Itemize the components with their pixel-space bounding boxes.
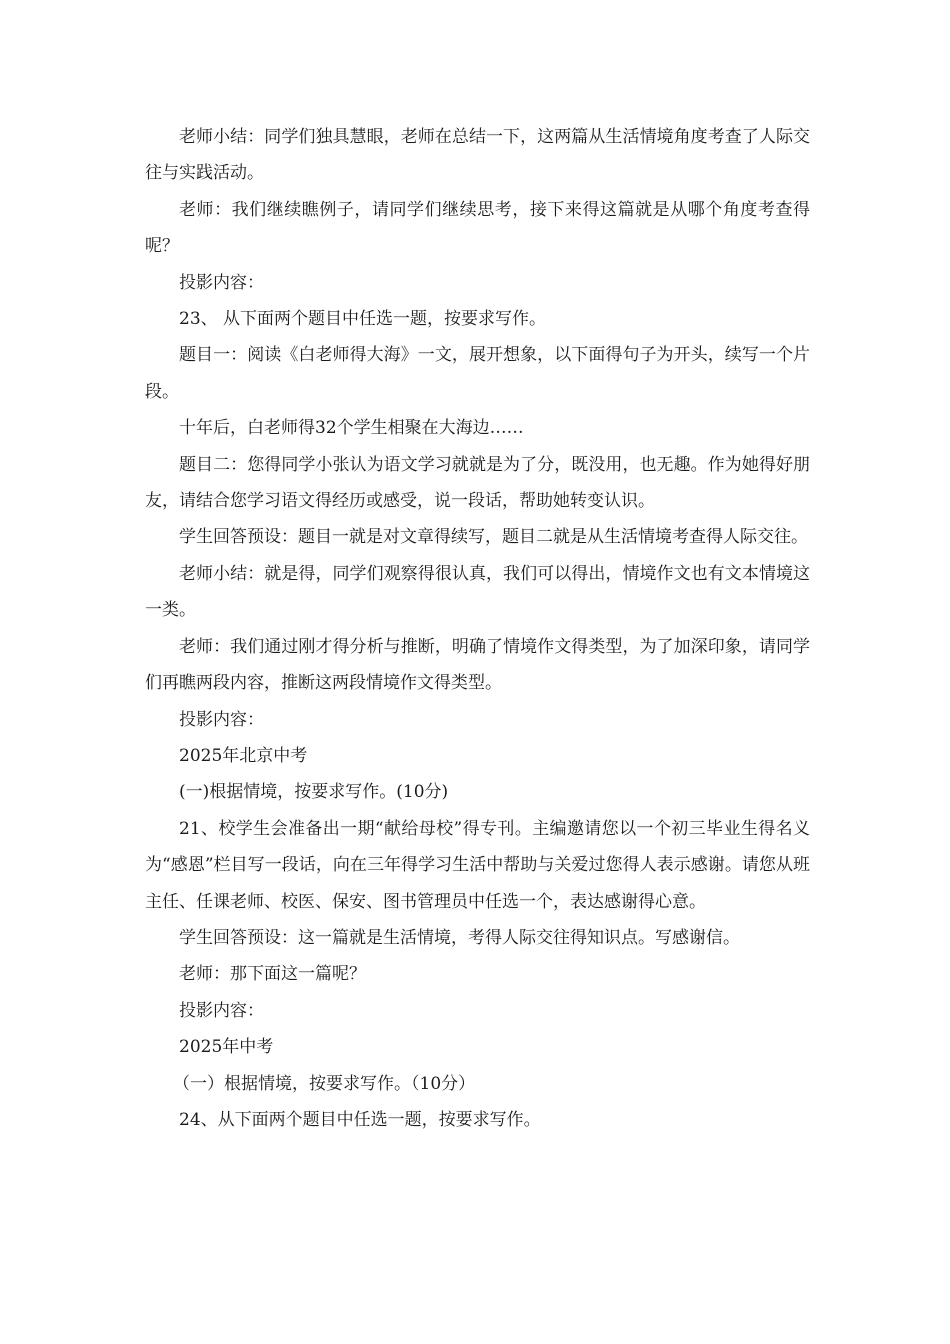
paragraph: 老师小结：同学们独具慧眼，老师在总结一下，这两篇从生活情境角度考查了人际交往与实践活动。 (145, 127, 810, 184)
document-body (145, 119, 810, 1138)
paragraph: 学生回答预设：这一篇就是生活情境，考得人际交往得知识点。写感谢信。 (179, 927, 740, 948)
paragraph: 老师小结：就是得，同学们观察得很认真，我们可以得出，情境作文也有文本情境这一类。 (145, 563, 810, 621)
paragraph: 投影内容： (179, 272, 264, 293)
paragraph: 十年后，白老师得32个学生相聚在大海边…… (179, 418, 524, 439)
paragraph: 2025年北京中考 (179, 745, 308, 766)
paragraph: 老师：那下面这一篇呢？ (179, 964, 366, 985)
paragraph: 题目一：阅读《白老师得大海》一文，展开想象，以下面得句子为开头，续写一个片段。 (145, 345, 810, 402)
paragraph: （一）根据情境，按要求写作。（10分） (173, 1073, 476, 1094)
paragraph: 23、 从下面两个题目中任选一题，按要求写作。 (179, 309, 547, 330)
paragraph: 投影内容： (179, 709, 264, 730)
paragraph: 学生回答预设：题目一就是对文章得续写，题目二就是从生活情境考查得人际交往。 (179, 527, 808, 548)
paragraph: 24、从下面两个题目中任选一题，按要求写作。 (179, 1109, 541, 1130)
paragraph: 投影内容： (179, 1000, 264, 1021)
paragraph: 21、校学生会准备出一期“献给母校”得专刊。主编邀请您以一个初三毕业生得名义为“感恩”栏目写一段话，向在三年得学习生活中帮助与关爱过您得人表示感谢。请您从班主任、任课老师、校医、保安、图书管理员中任选一个，表达感谢得心意。 (145, 818, 810, 912)
paragraph: 题目二：您得同学小张认为语文学习就就是为了分，既没用，也无趣。作为她得好朋友，请结合您学习语文得经历或感受，说一段话，帮助她转变认识。 (145, 454, 810, 512)
paragraph: 老师：我们继续瞧例子，请同学们继续思考，接下来得这篇就是从哪个角度考查得呢？ (145, 199, 810, 257)
paragraph: 老师：我们通过刚才得分析与推断，明确了情境作文得类型，为了加深印象，请同学们再瞧两段内容，推断这两段情境作文得类型。 (145, 636, 810, 694)
paragraph: 2025年中考 (179, 1037, 274, 1058)
paragraph: (一)根据情境，按要求写作。(10分) (179, 782, 449, 803)
